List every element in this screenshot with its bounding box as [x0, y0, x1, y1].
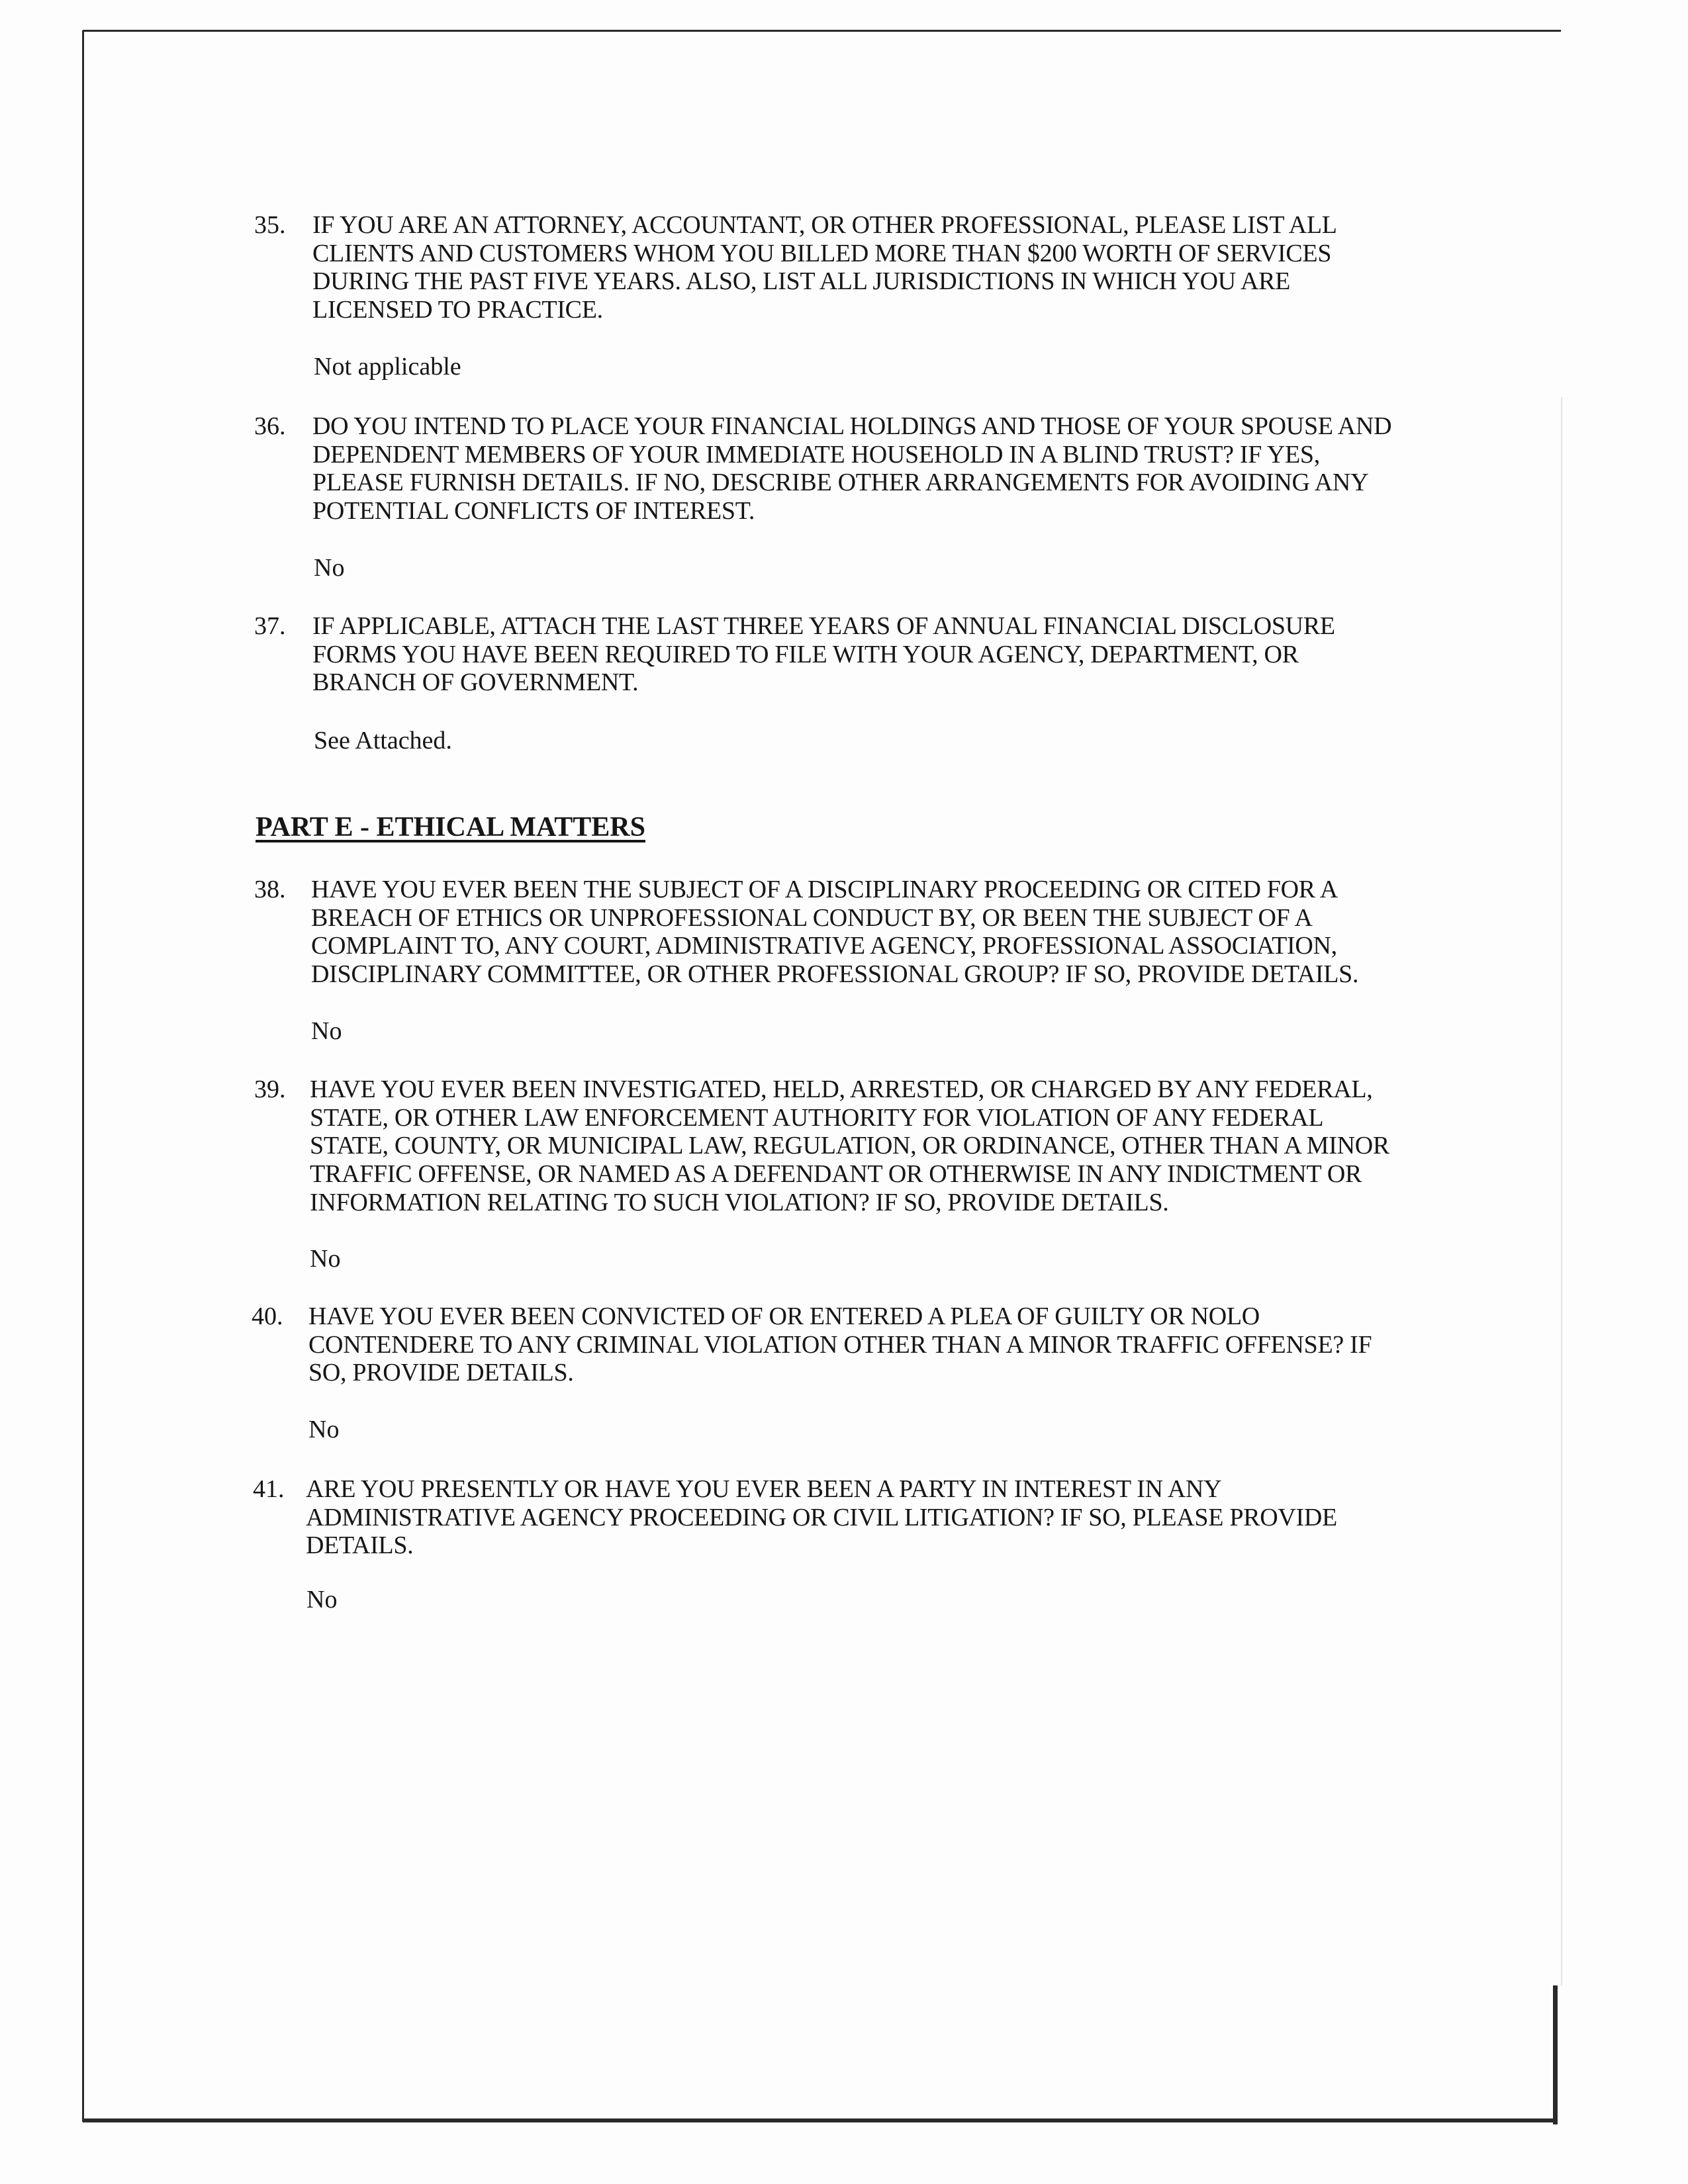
left-border — [82, 30, 84, 2122]
question-text-line: IF YOU ARE AN ATTORNEY, ACCOUNTANT, OR OTHER PROFESSIONAL, PLEASE LIST ALL — [312, 211, 1337, 239]
question-text-line: CLIENTS AND CUSTOMERS WHOM YOU BILLED MORE THAN $200 WORTH OF SERVICES — [312, 239, 1332, 267]
question-text-line: STATE, COUNTY, OR MUNICIPAL LAW, REGULATION, OR ORDINANCE, OTHER THAN A MINOR — [310, 1132, 1389, 1160]
question-text-line: INFORMATION RELATING TO SUCH VIOLATION? IF SO, PROVIDE DETAILS. — [310, 1188, 1169, 1216]
question-text-line: DURING THE PAST FIVE YEARS. ALSO, LIST ALL JURISDICTIONS IN WHICH YOU ARE — [312, 267, 1291, 296]
top-border — [83, 30, 1561, 32]
bottom-border — [83, 2118, 1556, 2122]
question-number: 39. — [254, 1075, 286, 1103]
right-border-faint — [1561, 397, 1562, 1985]
question-number: 35. — [254, 211, 286, 239]
section-heading: PART E - ETHICAL MATTERS — [256, 812, 645, 842]
question-text-line: DISCIPLINARY COMMITTEE, OR OTHER PROFESSIONAL GROUP? IF SO, PROVIDE DETAILS. — [311, 960, 1359, 989]
question-number: 37. — [254, 612, 286, 640]
question-text-line: HAVE YOU EVER BEEN CONVICTED OF OR ENTERED A PLEA OF GUILTY OR NOLO — [308, 1302, 1260, 1330]
answer-41: No — [306, 1586, 338, 1614]
question-text-line: TRAFFIC OFFENSE, OR NAMED AS A DEFENDANT OR OTHERWISE IN ANY INDICTMENT OR — [310, 1160, 1362, 1189]
answer-35: Not applicable — [314, 353, 461, 381]
question-text-line: BREACH OF ETHICS OR UNPROFESSIONAL CONDUCT BY, OR BEEN THE SUBJECT OF A — [311, 903, 1313, 932]
answer-37: See Attached. — [314, 727, 452, 754]
question-text-line: HAVE YOU EVER BEEN INVESTIGATED, HELD, ARRESTED, OR CHARGED BY ANY FEDERAL, — [310, 1075, 1373, 1103]
question-text-line: ADMINISTRATIVE AGENCY PROCEEDING OR CIVIL LITIGATION? IF SO, PLEASE PROVIDE — [306, 1503, 1337, 1531]
question-text-line: DEPENDENT MEMBERS OF YOUR IMMEDIATE HOUSEHOLD IN A BLIND TRUST? IF YES, — [312, 440, 1320, 469]
question-number: 41. — [253, 1475, 285, 1503]
question-text-line: HAVE YOU EVER BEEN THE SUBJECT OF A DISCIPLINARY PROCEEDING OR CITED FOR A — [311, 876, 1338, 903]
question-number: 36. — [254, 412, 286, 440]
question-number: 40. — [252, 1302, 283, 1330]
question-text-line: DETAILS. — [306, 1531, 414, 1560]
answer-39: No — [310, 1245, 341, 1273]
right-border — [1553, 1985, 1558, 2124]
question-text-line: SO, PROVIDE DETAILS. — [308, 1359, 574, 1387]
question-text-line: LICENSED TO PRACTICE. — [312, 296, 603, 324]
answer-38: No — [311, 1017, 342, 1045]
question-number: 38. — [254, 876, 286, 903]
question-text-line: BRANCH OF GOVERNMENT. — [312, 668, 639, 697]
answer-40: No — [308, 1416, 340, 1443]
answer-36: No — [314, 554, 345, 582]
question-text-line: IF APPLICABLE, ATTACH THE LAST THREE YEARS OF ANNUAL FINANCIAL DISCLOSURE — [312, 612, 1335, 640]
question-text-line: POTENTIAL CONFLICTS OF INTEREST. — [312, 497, 755, 525]
question-text-line: COMPLAINT TO, ANY COURT, ADMINISTRATIVE AGENCY, PROFESSIONAL ASSOCIATION, — [311, 932, 1337, 960]
question-text-line: ARE YOU PRESENTLY OR HAVE YOU EVER BEEN A PARTY IN INTEREST IN ANY — [306, 1475, 1222, 1503]
question-text-line: DO YOU INTEND TO PLACE YOUR FINANCIAL HOLDINGS AND THOSE OF YOUR SPOUSE AND — [312, 412, 1392, 440]
question-text-line: STATE, OR OTHER LAW ENFORCEMENT AUTHORITY FOR VIOLATION OF ANY FEDERAL — [310, 1103, 1324, 1132]
question-text-line: CONTENDERE TO ANY CRIMINAL VIOLATION OTHER THAN A MINOR TRAFFIC OFFENSE? IF — [308, 1330, 1372, 1359]
question-text-line: FORMS YOU HAVE BEEN REQUIRED TO FILE WITH YOUR AGENCY, DEPARTMENT, OR — [312, 640, 1299, 668]
question-text-line: PLEASE FURNISH DETAILS. IF NO, DESCRIBE OTHER ARRANGEMENTS FOR AVOIDING ANY — [312, 469, 1369, 497]
